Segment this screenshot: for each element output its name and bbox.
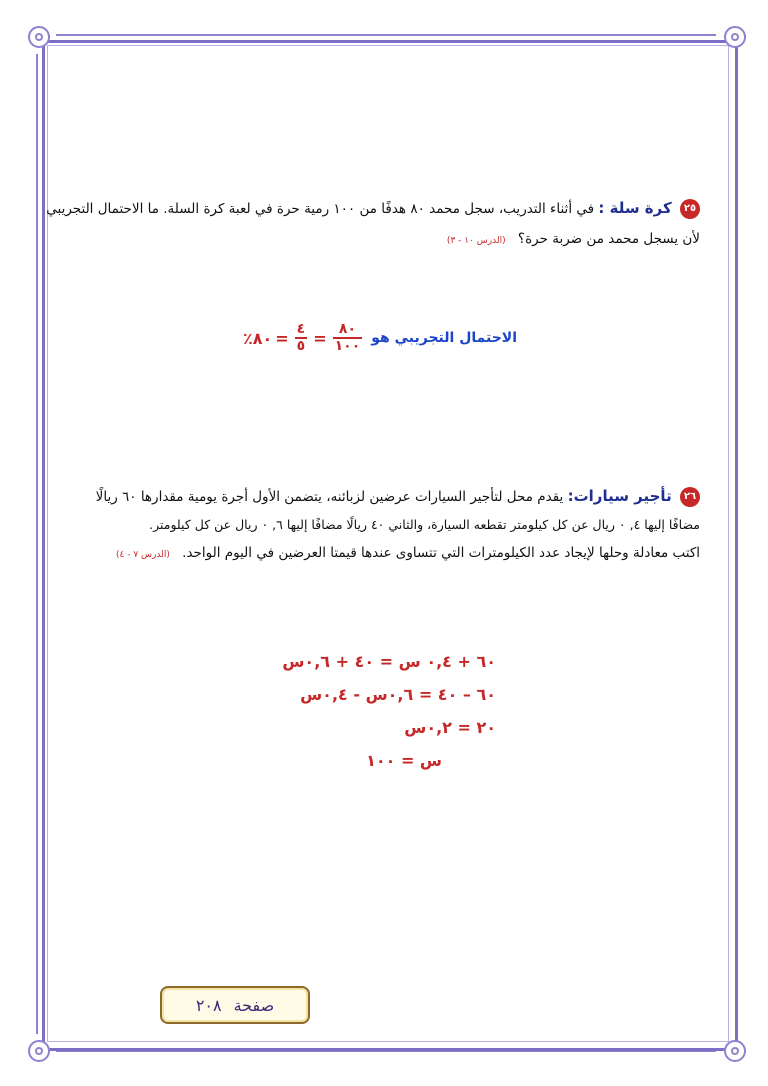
- equals-sign: =: [313, 328, 327, 348]
- question-25-line-1: [46, 196, 700, 221]
- question-26: [72, 484, 700, 567]
- question-number-badge: ٢٥: [680, 199, 700, 219]
- frame-left-line: [36, 54, 38, 1034]
- corner-ornament-icon: [724, 1040, 746, 1062]
- question-title: كرة سلة :: [598, 199, 672, 217]
- question-25-line-2: [72, 227, 700, 253]
- fraction-4-5: [295, 322, 308, 354]
- equation-step-4: س = ١٠٠: [366, 751, 442, 770]
- corner-ornament-icon: [28, 26, 50, 48]
- fraction-numerator: ٨٠: [338, 321, 356, 337]
- question-26-line-2: [72, 513, 700, 537]
- page-label: صفحة: [233, 995, 275, 1015]
- question-26-line-1: [72, 484, 700, 509]
- question-text: اكتب معادلة وحلها لإيجاد عدد الكيلومترات التي تتساوى عندها قيمتا العرضين في اليوم الواحد.: [182, 545, 700, 561]
- fraction-denominator: ٥: [296, 338, 306, 354]
- percent-result: ٨٠٪: [242, 328, 273, 348]
- question-text: مضافًا إليها ٤, ٠ ريال عن كل كيلومتر تقطعه السيارة، والثاني ٤٠ ريالًا مضافًا إليها ٦, ٠ ريال عن كل كيلومتر.: [149, 517, 700, 532]
- page-number: ٢٠٨: [195, 995, 222, 1015]
- corner-ornament-icon: [28, 1040, 50, 1062]
- question-text: لأن يسجل محمد من ضربة حرة؟: [517, 231, 700, 247]
- question-title: تأجير سيارات:: [567, 487, 672, 505]
- frame-top-line: [56, 34, 716, 36]
- fraction-numerator: ٤: [296, 321, 306, 337]
- equation-step-1: ٦٠ + ٠,٤ س = ٤٠ + ٠,٦س: [282, 652, 496, 671]
- question-26-line-3: [72, 541, 700, 567]
- equation-step-3: ٢٠ = ٠,٢س: [404, 718, 496, 737]
- page-number-box: [160, 986, 310, 1024]
- lesson-reference: (الدرس ٧ - ٤): [116, 550, 170, 560]
- question-text: في أثناء التدريب، سجل محمد ٨٠ هدفًا من ١٠٠ رمية حرة في لعبة كرة السلة. ما الاحتمال التجريبي: [46, 201, 595, 217]
- equation-step-2: ٦٠ – ٤٠ = ٠,٦س - ٠,٤س: [300, 685, 496, 704]
- fraction-80-100: [333, 322, 363, 354]
- answer-25: [200, 318, 560, 358]
- question-number-badge: ٢٦: [680, 487, 700, 507]
- question-text: يقدم محل لتأجير السيارات عرضين لزبائنه، يتضمن الأول أجرة يومية مقدارها ٦٠ ريالًا: [95, 489, 564, 505]
- answer-label: الاحتمال التجريبي هو: [371, 330, 518, 346]
- lesson-reference: (الدرس ١٠ - ٣): [446, 236, 506, 246]
- fraction-denominator: ١٠٠: [334, 338, 361, 354]
- equals-sign: =: [275, 328, 289, 348]
- question-25: [46, 196, 700, 253]
- corner-ornament-icon: [724, 26, 746, 48]
